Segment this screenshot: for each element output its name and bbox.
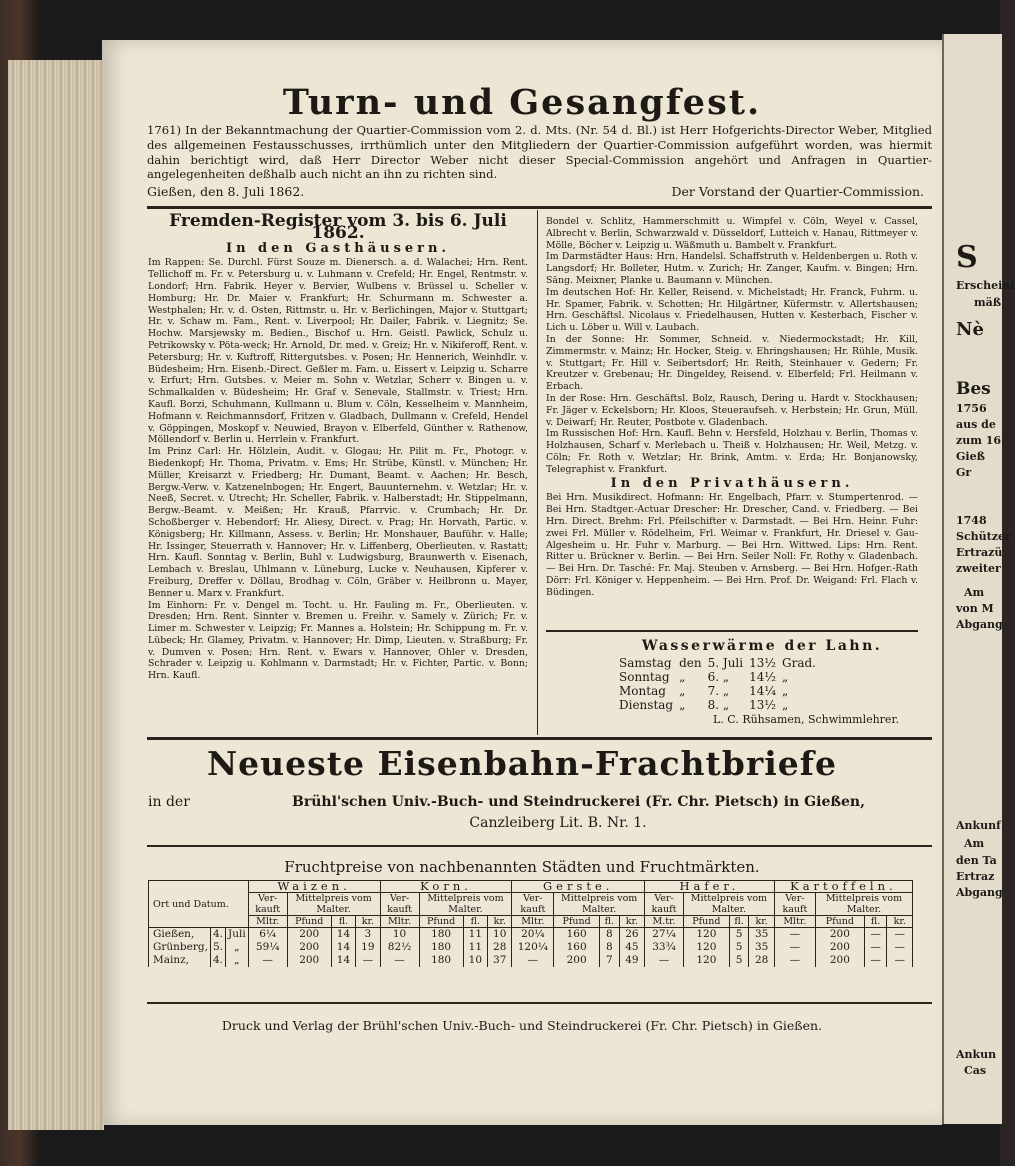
price-cell: — xyxy=(864,954,887,967)
water-row xyxy=(619,698,822,712)
price-cell: 200 xyxy=(815,954,864,967)
price-cell: 14 xyxy=(331,954,355,967)
water-day: Montag xyxy=(619,684,666,698)
price-cell: 20¼ xyxy=(512,928,554,942)
fruit-table-title: Fruchtpreise von nachbenannten Städten und Fruchtmärkten. xyxy=(284,858,760,876)
register-column-right xyxy=(546,216,918,599)
rp-line: zweiter xyxy=(956,562,1001,575)
price-cell: 120¼ xyxy=(512,941,554,954)
price-cell: — xyxy=(645,954,684,967)
rp-line: mäß xyxy=(974,296,1002,309)
water-day: Sonntag xyxy=(619,670,670,684)
price-cell: — xyxy=(774,954,815,967)
price-cell: 3 xyxy=(356,928,380,942)
price-cell: 45 xyxy=(619,941,644,954)
unit-subheader: M.tr. xyxy=(645,916,684,928)
price-cell: — xyxy=(864,928,887,942)
price-cell: — xyxy=(356,954,380,967)
price-cell: 59¼ xyxy=(248,941,287,954)
register-privat-heading: In den Privathäusern. xyxy=(610,475,854,491)
water-temp: 14¼ xyxy=(749,684,777,698)
register-entry-continued: Bondel v. Schlitz, Hammerschmitt u. Wimpfel v. Cöln, Weyel v. Cassel, Albrecht v. Berlin, Schwarzwald v. Düsseldorf, Lutteich v. Hanau, Rittmeyer v. Mölle, Böcher v. Leipzig u. Wäßmuth u. Bambelt v. Frankfurt. xyxy=(546,216,918,251)
verkauft-header: Ver-kauft xyxy=(248,893,287,916)
price-cell: 10 xyxy=(488,928,512,942)
price-cell: 35 xyxy=(749,941,774,954)
unit-subheader: Pfund xyxy=(684,916,730,928)
price-cell: 14 xyxy=(331,928,355,942)
price-cell: — xyxy=(380,954,419,967)
register-entry-russischer-hof: Im Russischen Hof: Hrn. Kaufl. Behn v. Hersfeld, Holzhau v. Berlin, Thomas v. Holzhausen, Scharf v. Merlebach u. Theiß v. Holzhausen; Hr. Weil, Metzg. v. Cöln; Fr. Roth v. Wetzlar; Hr. Brink, Amtm. v. Erda; Hr. Bonjanowsky, Telegraphist v. Frankfurt. xyxy=(546,428,918,475)
page-footer: Druck und Verlag der Brühl'schen Univ.-Buch- und Steindruckerei (Fr. Chr. Pietsch) in Gießen. xyxy=(221,1018,823,1033)
place-day: 5. xyxy=(210,941,225,954)
unit-subheader: fl. xyxy=(864,916,887,928)
notice-block xyxy=(147,123,932,200)
water-prefix: „ xyxy=(679,670,686,684)
price-cell: 49 xyxy=(619,954,644,967)
publisher-line2: Canzleiberg Lit. B. Nr. 1. xyxy=(469,815,647,831)
water-table xyxy=(619,656,822,712)
rp-line: Bes xyxy=(956,379,991,399)
water-prefix: „ xyxy=(679,698,686,712)
water-prefix: „ xyxy=(679,684,686,698)
water-unit: „ xyxy=(782,670,789,684)
price-cell: — xyxy=(248,954,287,967)
adjacent-page: S Erscheint mäß Nè Bes 1756 aus de zum 16 Gieß Gr 1748 Schützer Ertrazü zweiter Am von M Abgang Ankunf Am den Ta Ertraz Abgang Ankun Cas xyxy=(942,34,1002,1124)
water-title: Wasserwärme der Lahn. xyxy=(641,638,883,654)
register-entry-sonne: In der Sonne: Hr. Sommer, Schneid. v. Niedermockstadt; Hr. Kill, Zimmermstr. v. Mainz; Hr. Hocker, Steig. v. Ehringshausen; Hr. Rühle, Musik. v. Stuttgart; Fr. Hill v. Seibertsdorf; Hr. Reith, Steinhauer v. Gedern; Fr. Kreutzer v. Grebenau; Hr. Dingeldey, Reisend. v. Elberfeld; Frl. Heilmann v. Erbach. xyxy=(546,333,918,393)
rp-line: Nè xyxy=(956,319,984,340)
publisher-heading: Neueste Eisenbahn-Frachtbriefe xyxy=(207,744,837,783)
fruit-price-table xyxy=(148,880,913,967)
place-name: Gießen, xyxy=(149,928,211,942)
table-row xyxy=(149,941,913,954)
price-cell: 5 xyxy=(729,928,749,942)
unit-subheader: kr. xyxy=(488,916,512,928)
water-prefix: den xyxy=(679,656,702,670)
water-unit: „ xyxy=(782,684,789,698)
page-title: Turn- und Gesangfest. xyxy=(282,82,762,123)
water-date: 8. „ xyxy=(707,698,730,712)
price-cell: 160 xyxy=(554,941,600,954)
price-cell: 200 xyxy=(815,941,864,954)
price-cell: 11 xyxy=(463,928,487,942)
verkauft-header: Ver-kauft xyxy=(512,893,554,916)
water-row xyxy=(619,684,822,698)
rp-line: Erscheint xyxy=(956,279,1015,292)
rp-line: von M xyxy=(956,602,994,615)
rp-line: Am xyxy=(964,586,985,599)
publisher-block xyxy=(148,792,908,834)
price-cell: 33¾ xyxy=(645,941,684,954)
unit-subheader: kr. xyxy=(356,916,380,928)
rp-line: Ankunf xyxy=(956,819,1001,832)
price-cell: 27¼ xyxy=(645,928,684,942)
price-cell: 180 xyxy=(419,928,463,942)
rp-line: Gieß xyxy=(956,450,985,463)
price-cell: 120 xyxy=(684,928,730,942)
water-day: Dienstag xyxy=(619,698,674,712)
water-date: 5. Juli xyxy=(707,656,744,670)
place-month: „ xyxy=(225,954,248,967)
unit-subheader: fl. xyxy=(331,916,355,928)
price-cell: 8 xyxy=(599,928,619,942)
place-name: Grünberg, xyxy=(149,941,211,954)
price-cell: 180 xyxy=(419,941,463,954)
register-entry-darmstaedter: Im Darmstädter Haus: Hrn. Handelsl. Schaffstruth v. Heldenbergen u. Roth v. Langsdorf; Hr. Bolleter, Hutm. v. Zurich; Hr. Zanger, Kaufm. v. Bingen; Hrn. Säng. Meixner, Planke u. Baumann v. München. xyxy=(546,251,918,286)
water-unit: Grad. xyxy=(782,656,816,670)
notice-date: Gießen, den 8. Juli 1862. xyxy=(147,184,305,200)
price-cell: 5 xyxy=(729,941,749,954)
unit-subheader: kr. xyxy=(887,916,913,928)
water-temp: 14½ xyxy=(749,670,777,684)
place-day: 4. xyxy=(210,954,225,967)
verkauft-header: Ver-kauft xyxy=(645,893,684,916)
register-entry-einhorn: Im Einhorn: Fr. v. Dengel m. Tocht. u. Hr. Fauling m. Fr., Oberlieuten. v. Dresden; Hrn. Rent. Sinnter v. Bremen u. Freihr. v. Samely v. Zürich; Fr. v. Limer m. Schwester v. Leipzig; Fr. Mannes a. Holstein; Hr. Schippung m. Fr. v. Lübeck; Hr. Glamey, Privatm. v. Hannover; Hr. Dimp, Lieuten. v. Straßburg; Fr. v. Dumven v. Posen; Hrn. Rent. v. Ewars v. Hannover, Ohler v. Dresden, Schrader v. Leipzig u. Kohlmann v. Darmstadt; Hr. v. Fichter, Partic. v. Bonn; Hrn. Kaufl. xyxy=(148,599,528,682)
place-name: Mainz, xyxy=(149,954,211,967)
water-row xyxy=(619,670,822,684)
rp-line: Ertrazü xyxy=(956,546,1003,559)
grain-group-header: Gerste. xyxy=(512,881,645,893)
water-temp: 13½ xyxy=(749,698,777,712)
water-date: 7. „ xyxy=(707,684,730,698)
unit-subheader: Pfund xyxy=(419,916,463,928)
water-temperature-notice xyxy=(607,638,917,726)
price-cell: — xyxy=(887,954,913,967)
section-divider xyxy=(147,206,932,209)
place-header: Ort und Datum. xyxy=(149,881,249,928)
price-cell: 120 xyxy=(684,941,730,954)
rp-line: Ankun xyxy=(956,1048,997,1061)
unit-subheader: Mltr. xyxy=(380,916,419,928)
publisher-in-der: in der xyxy=(148,794,190,810)
price-cell: 160 xyxy=(554,928,600,942)
price-cell: 200 xyxy=(815,928,864,942)
register-entry-rose: In der Rose: Hrn. Geschäftsl. Bolz, Rausch, Dering u. Hardt v. Stockhausen; Fr. Jäger v. Eckelsborn; Hr. Kloos, Steueraufseh. v. Herbstein; Hr. Grun, Müll. v. Deiwarf; Hr. Reuter, Postbote v. Gladenbach. xyxy=(546,392,918,428)
mittelpreis-header: Mittelpreis vom Malter. xyxy=(684,893,775,916)
publisher-line1: Brühl'schen Univ.-Buch- und Steindruckerei (Fr. Chr. Pietsch) in Gießen, xyxy=(292,794,865,810)
price-cell: 10 xyxy=(380,928,419,942)
place-month: „ xyxy=(225,941,248,954)
rp-line: zum 16 xyxy=(956,434,1002,447)
section-divider xyxy=(147,737,932,740)
water-signature: L. C. Rühsamen, Schwimmlehrer. xyxy=(713,713,899,726)
price-cell: 14 xyxy=(331,941,355,954)
grain-group-header: Kartoffeln. xyxy=(774,881,912,893)
price-cell: 8 xyxy=(599,941,619,954)
rp-line: 1756 xyxy=(956,402,987,415)
column-divider xyxy=(537,210,538,735)
register-entry-privat: Bei Hrn. Musikdirect. Hofmann: Hr. Engelbach, Pfarr. v. Stumpertenrod. — Bei Hrn. Stadtger.-Actuar Drescher: Hr. Drescher, Cand. v. Friedberg. — Bei Hrn. Direct. Brehm: Frl. Pfeilschifter v. Darmstadt. — Bei Hrn. Heinr. Fuhr: zwei Frl. Müller v. Rödelheim, Frl. Weimar v. Frankfurt, Hr. Driesel v. Gau-Algesheim u. Hr. Fuhr v. Marburg. — Bei Hrn. Wittwed. Lips: Hrn. Rent. Ritter u. Brückner v. Berlin. — Bei Hrn. Seiler Noll: Fr. Rothy v. Gladenbach. — Bei Hrn. Dr. Tasché: Fr. Maj. Steuben v. Arnsberg. — Bei Hrn. Hofger.-Rath Dörr: Frl. Königer v. Heppenheim. — Bei Hrn. Prof. Dr. Weigand: Frl. Flach v. Büdingen. xyxy=(546,492,918,598)
price-cell: 6¼ xyxy=(248,928,287,942)
notice-text: 1761) In der Bekanntmachung der Quartier-Commission vom 2. d. Mts. (Nr. 54 d. Bl.) ist Herr Hofgerichts-Director Weber, Mitglied des allgemeinen Festausschusses, irrthümlich unter den Mitgliedern der Quartier-Commission aufgeführt worden, was hiermit dahin berichtigt wird, daß Herr Director Weber nicht dieser Special-Commission angehört und Anfragen in Quartier-angelegenheiten deßhalb auch nicht an ihn zu richten sind. xyxy=(147,123,932,182)
rp-line: Gr xyxy=(956,466,972,479)
unit-subheader: kr. xyxy=(749,916,774,928)
unit-subheader: fl. xyxy=(729,916,749,928)
grain-group-header: Waizen. xyxy=(248,881,380,893)
price-cell: 28 xyxy=(488,941,512,954)
price-cell: 35 xyxy=(749,928,774,942)
water-unit: „ xyxy=(782,698,789,712)
price-cell: 200 xyxy=(287,928,331,942)
rp-line: 1748 xyxy=(956,514,987,527)
unit-subheader: Mltr. xyxy=(248,916,287,928)
register-column-left xyxy=(148,211,528,682)
price-cell: — xyxy=(864,941,887,954)
rp-line: aus de xyxy=(956,418,996,431)
table-row xyxy=(149,954,913,967)
mittelpreis-header: Mittelpreis vom Malter. xyxy=(554,893,645,916)
register-entry-deutscher-hof: Im deutschen Hof: Hr. Keller, Reisend. v. Michelstadt; Hr. Franck, Fuhrm. u. Hr. Spamer, Fabrik. v. Schotten; Hr. Hilgärtner, Küfermstr. v. Allertshausen; Hrn. Geschäftsl. Nicolaus v. Friedelhausen, Hutten v. Kesterbach, Fischer v. Lich u. Löber u. Will v. Laubach. xyxy=(546,286,918,334)
rp-line: Abgang xyxy=(956,618,1003,631)
register-entry-prinz-carl: Im Prinz Carl: Hr. Hölzlein, Audit. v. Glogau; Hr. Pilit m. Fr., Photogr. v. Biedenkopf; Hr. Thoma, Privatm. v. Ems; Hr. Strübe, Künstl. v. München; Hr. Müller, Kreisarzt v. Friedberg; Hr. Dumant, Beamt. v. Aachen; Hr. Besch, Bergw.-Verw. v. Katzenelnbogen; Hr. Engert, Bauunternehm. v. Wetzlar; Hr. v. Neeß, Secret. v. Utrecht; Hr. Scheller, Fabrik. v. Halberstadt; Hr. Stippelmann, Bergw.-Beamt. v. Meißen; Hr. Krauß, Pfarrvic. v. Crumbach; Hr. Dr. Schoßberger v. Hebendorf; Hr. Aliesy, Direct. v. Prag; Hr. Horvath, Partic. v. Königsberg; Hr. Killmann, Assess. v. Berlin; Hr. Monshauer, Bauführ. v. Halle; Hr. Issinger, Steuerrath v. Hannover; Hr. v. Liffenberg, Oberlieuten. v. Rastatt; Hrn. Kaufl. Sonntag v. Berlin, Buhl v. Ludwigsburg, Braunwerth v. Eisenach, Lembach v. Breslau, Uhlmann v. Lüneburg, Lucke v. Neuhausen, Kipferer v. Freiburg, Dreffer v. Döllau, Brodhag v. Cöln, Gräber v. Heilbronn u. Mayer, Benner u. Marx v. Frankfurt. xyxy=(148,446,528,599)
price-cell: 120 xyxy=(684,954,730,967)
section-divider xyxy=(546,630,918,632)
unit-subheader: Mltr. xyxy=(512,916,554,928)
price-cell: 200 xyxy=(287,954,331,967)
water-day: Samstag xyxy=(619,656,672,670)
section-divider xyxy=(147,1002,932,1004)
water-date: 6. „ xyxy=(707,670,730,684)
rp-line: Abgang xyxy=(956,886,1003,899)
mittelpreis-header: Mittelpreis vom Malter. xyxy=(815,893,912,916)
price-cell: 180 xyxy=(419,954,463,967)
price-cell: — xyxy=(512,954,554,967)
water-row xyxy=(619,656,822,670)
rp-line: Schützer xyxy=(956,530,1011,543)
unit-subheader: kr. xyxy=(619,916,644,928)
price-cell: — xyxy=(887,928,913,942)
rp-line: Cas xyxy=(964,1064,987,1077)
notice-signature: Der Vorstand der Quartier-Commission. xyxy=(671,184,924,200)
price-cell: 10 xyxy=(463,954,487,967)
newspaper-page xyxy=(102,40,942,1125)
unit-subheader: Pfund xyxy=(554,916,600,928)
price-cell: 82½ xyxy=(380,941,419,954)
rp-line: den Ta xyxy=(956,854,997,867)
water-temp: 13½ xyxy=(749,656,777,670)
price-cell: 7 xyxy=(599,954,619,967)
price-cell: 28 xyxy=(749,954,774,967)
unit-subheader: Pfund xyxy=(815,916,864,928)
verkauft-header: Ver-kauft xyxy=(774,893,815,916)
mittelpreis-header: Mittelpreis vom Malter. xyxy=(419,893,512,916)
price-cell: — xyxy=(774,928,815,942)
grain-group-header: Korn. xyxy=(380,881,512,893)
register-entry-rappen: Im Rappen: Se. Durchl. Fürst Souze m. Dienersch. a. d. Walachei; Hrn. Rent. Tellichoff m. Fr. v. Petersburg u. v. Luhmann v. Crefeld; Hr. Engel, Rentmstr. v. Londorf; Hrn. Fabrik. Heyer v. Bervier, Wulbens v. Brüssel u. Scheller v. Homburg; Hr. Dr. Maier v. Frankfurt; Hr. Schurmann m. Schwester a. Westphalen; Hr. v. d. Osten, Rittmstr. u. Hr. v. Berlichingen, Major v. Stuttgart; Hr. v. Schaw m. Fam., Rent. v. Liverpool; Hr. Dailer, Fabrik. v. Liegnitz; Se. Hochw. Marsjewsky m. Bedien., Bischof u. Hrn. Geistl. Pawlick, Schulz u. Petrikowsky v. Pöta-weck; Hr. Arnold, Dr. med. v. Greiz; Hr. v. Nikiferoff, Rent. v. Petersburg; Hr. v. Kuftroff, Rittergutsbes. v. Posen; Hr. Hennerich, Weinhdlr. v. Büdesheim; Hrn. Eisenb.-Direct. Geßler m. Fam. u. Eissert v. Leipzig u. Scharre v. Erfurt; Hrn. Gutsbes. v. Meier m. Sohn v. Wetzlar, Scherr v. Bingen u. v. Schmalkalden v. Büdesheim; Hr. Graf v. Senevale, Stallmstr. v. Triest; Hrn. Kaufl. Borzi, Schuhmann, Kullmann u. Blum v. Cöln, Kesselheim v. Mannheim, Hofmann v. Reichmannsdorf, Fritzen v. Gladbach, Dullmann v. Crefeld, Hendel v. Göppingen, Moskopf v. Neuwied, Brayon v. Elberfeld, Günther v. Rathenow, Möllendorf v. Berlin u. Herrlein v. Frankfurt. xyxy=(148,257,528,446)
rp-line: Am xyxy=(964,837,985,850)
price-cell: 37 xyxy=(488,954,512,967)
price-cell: 5 xyxy=(729,954,749,967)
mittelpreis-header: Mittelpreis vom Malter. xyxy=(287,893,380,916)
unit-subheader: fl. xyxy=(599,916,619,928)
price-cell: 200 xyxy=(287,941,331,954)
table-row xyxy=(149,928,913,942)
price-cell: 200 xyxy=(554,954,600,967)
place-month: Juli xyxy=(225,928,248,942)
price-cell: 11 xyxy=(463,941,487,954)
place-day: 4. xyxy=(210,928,225,942)
grain-group-header: Hafer. xyxy=(645,881,775,893)
unit-subheader: Pfund xyxy=(287,916,331,928)
price-cell: 26 xyxy=(619,928,644,942)
register-gast-heading: In den Gasthäusern. xyxy=(226,240,450,256)
register-title: Fremden-Register vom 3. bis 6. Juli 1862. xyxy=(169,211,507,243)
book-page-edges xyxy=(8,60,104,1130)
section-divider xyxy=(147,845,932,847)
price-cell: — xyxy=(774,941,815,954)
price-cell: 19 xyxy=(356,941,380,954)
verkauft-header: Ver-kauft xyxy=(380,893,419,916)
price-cell: — xyxy=(887,941,913,954)
rp-line: Ertraz xyxy=(956,870,995,883)
unit-subheader: Mltr. xyxy=(774,916,815,928)
unit-subheader: fl. xyxy=(463,916,487,928)
